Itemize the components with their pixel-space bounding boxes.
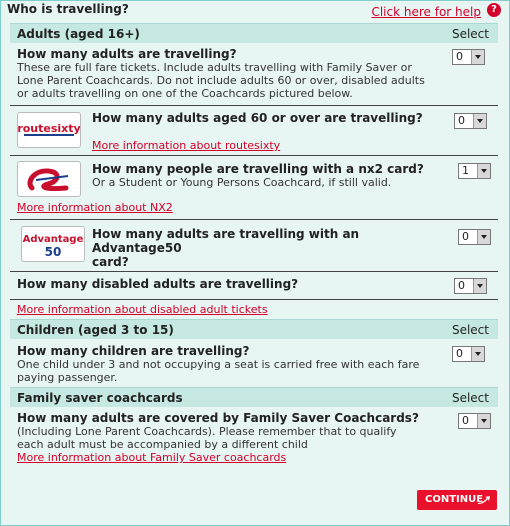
nx2-count-select[interactable] — [458, 163, 491, 179]
selected-value: 0 — [458, 114, 465, 127]
question-seniors — [92, 111, 452, 152]
disabled-info-link[interactable]: More information about disabled adult tickets — [17, 303, 268, 316]
section-heading: Adults (aged 16+) — [17, 27, 140, 41]
question-label: How many adults aged 60 or over are travelling? — [92, 111, 423, 125]
seniors-count-select[interactable] — [454, 113, 487, 129]
help-link[interactable]: Click here for help — [371, 5, 481, 19]
chevron-down-icon — [473, 279, 486, 293]
selected-value: 0 — [458, 279, 465, 292]
nx2-info-link[interactable]: More information about NX2 — [17, 201, 173, 214]
routesixty-logo — [17, 112, 81, 148]
section-header-family — [10, 387, 498, 407]
question-description-line: each adult must be accompanied by a different child — [17, 438, 308, 451]
question-disabled — [10, 277, 498, 291]
selected-value: 0 — [456, 50, 463, 63]
chevron-down-icon — [471, 347, 484, 361]
question-label-line: How many adults are travelling with an Advantage50 — [92, 227, 360, 255]
question-description-line: These are full fare tickets. Include adults travelling with Family Saver or — [17, 61, 412, 74]
selected-value: 1 — [462, 164, 469, 177]
question-label-line: card? — [92, 255, 129, 269]
help-icon[interactable]: ? — [487, 3, 501, 17]
page-title: Who is travelling? — [7, 2, 129, 16]
chevron-down-icon — [473, 114, 486, 128]
family-count-select[interactable] — [458, 413, 491, 429]
question-nx2 — [92, 162, 452, 189]
question-description-line: Lone Parent Coachcards. Do not include adults 60 or over, disabled adults — [17, 74, 425, 87]
section-header-children — [10, 319, 498, 339]
divider — [10, 105, 498, 106]
chevron-down-icon — [477, 414, 490, 428]
question-children — [10, 344, 498, 384]
nx2-logo — [17, 161, 81, 197]
disabled-count-select[interactable] — [454, 278, 487, 294]
advantage50-logo — [21, 226, 85, 262]
selected-value: 0 — [456, 347, 463, 360]
children-count-select[interactable] — [452, 346, 485, 362]
arrow-right-icon — [477, 495, 491, 505]
question-description-line: (Including Lone Parent Coachcards). Please remember that to qualify — [17, 425, 397, 438]
question-label: How many people are travelling with a nx2 card? — [92, 162, 424, 176]
chevron-down-icon — [477, 164, 490, 178]
logo-text: Advantage — [22, 234, 84, 245]
selected-value: 0 — [462, 414, 469, 427]
section-heading: Children (aged 3 to 15) — [17, 323, 174, 337]
family-saver-info-link[interactable]: More information about Family Saver coachcards — [17, 451, 287, 464]
divider — [10, 155, 498, 156]
chevron-down-icon — [471, 50, 484, 64]
select-column-label: Select — [451, 391, 489, 405]
question-label: How many children are travelling? — [17, 344, 250, 358]
section-heading: Family saver coachcards — [17, 391, 183, 405]
divider — [10, 219, 498, 220]
adults-count-select[interactable] — [452, 49, 485, 65]
question-advantage50 — [92, 227, 452, 269]
chevron-down-icon — [477, 230, 490, 244]
question-adults — [10, 47, 498, 100]
question-description-line: paying passenger. — [17, 371, 118, 384]
question-label: How many disabled adults are travelling? — [17, 277, 299, 291]
logo-text: 50 — [44, 245, 62, 259]
advantage50-count-select[interactable] — [458, 229, 491, 245]
select-column-label: Select — [451, 323, 489, 337]
logo-text: routesixty — [18, 122, 80, 135]
divider — [10, 299, 498, 300]
selected-value: 0 — [462, 230, 469, 243]
divider — [10, 271, 498, 272]
question-description-line: One child under 3 and not occupying a seat is carried free with each fare — [17, 358, 420, 371]
question-label: How many adults are covered by Family Saver Coachcards? — [17, 411, 419, 425]
section-header-adults — [10, 23, 498, 43]
question-label: How many adults are travelling? — [17, 47, 237, 61]
question-description: Or a Student or Young Persons Coachcard, if still valid. — [92, 176, 392, 189]
routesixty-info-link[interactable]: More information about routesixty — [92, 139, 281, 152]
continue-label: CONTINUE — [425, 494, 484, 505]
select-column-label: Select — [451, 27, 489, 41]
continue-button[interactable] — [417, 490, 497, 510]
question-description-line: or adults travelling on one of the Coachcards pictured below. — [17, 87, 353, 100]
question-family — [10, 411, 498, 464]
